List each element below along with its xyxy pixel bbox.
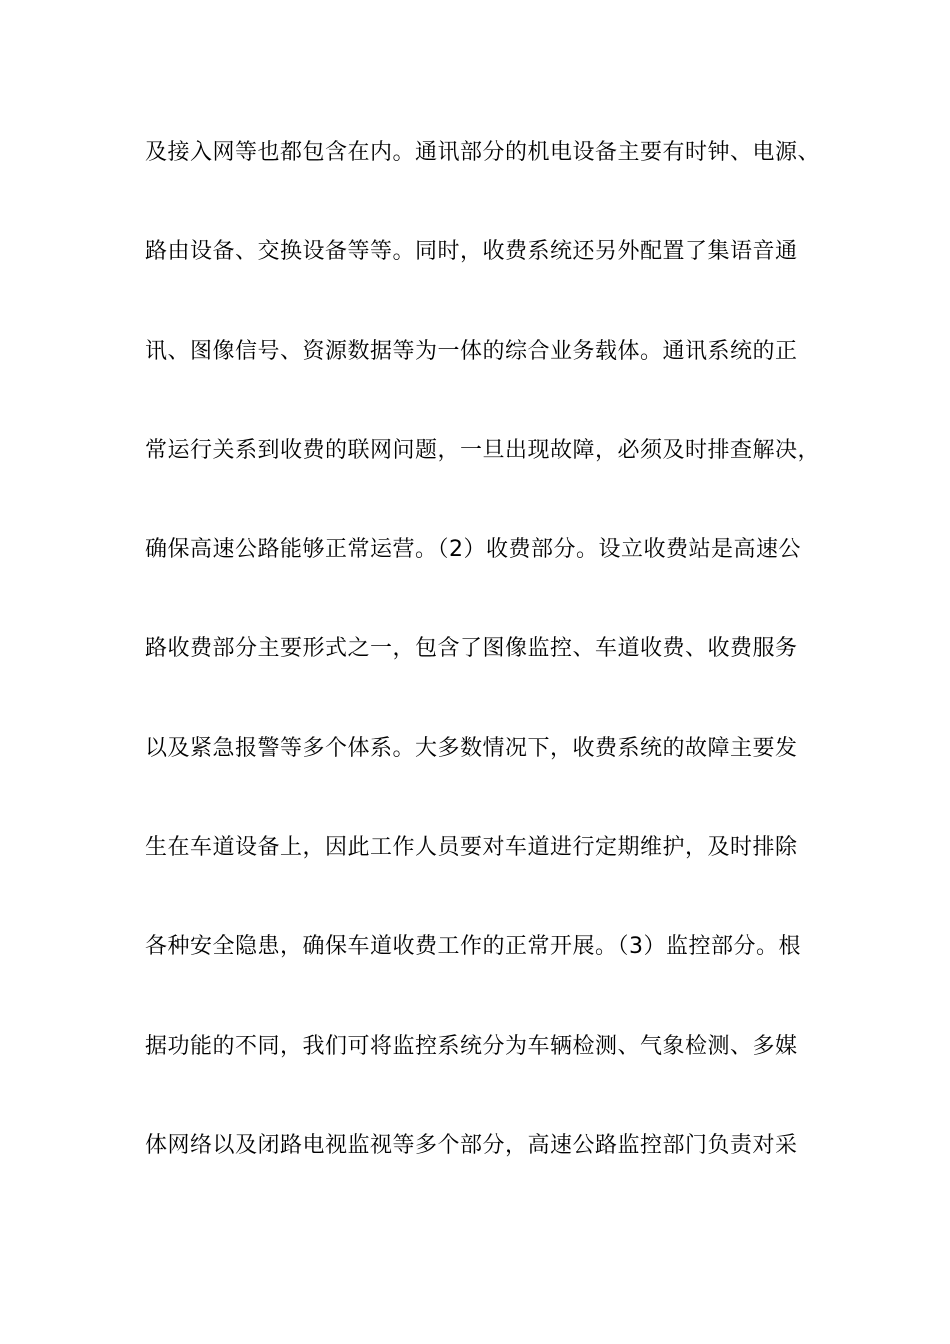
text-line: 各种安全隐患，确保车道收费工作的正常开展。（3）监控部分。根 — [145, 934, 801, 959]
text-line: 常运行关系到收费的联网问题，一旦出现故障，必须及时排查解决， — [145, 438, 821, 463]
text-line: 体网络以及闭路电视监视等多个部分，高速公路监控部门负责对采 — [145, 1133, 798, 1158]
text-line: 确保高速公路能够正常运营。（2）收费部分。设立收费站是高速公 — [145, 537, 801, 562]
text-line: 生在车道设备上，因此工作人员要对车道进行定期维护，及时排除 — [145, 835, 798, 860]
text-line: 及接入网等也都包含在内。通讯部分的机电设备主要有时钟、电源、 — [145, 140, 821, 165]
text-line: 以及紧急报警等多个体系。大多数情况下，收费系统的故障主要发 — [145, 736, 798, 761]
text-line: 路收费部分主要形式之一，包含了图像监控、车道收费、收费服务 — [145, 636, 798, 661]
text-line: 路由设备、交换设备等等。同时，收费系统还另外配置了集语音通 — [145, 239, 798, 264]
text-line: 讯、图像信号、资源数据等为一体的综合业务载体。通讯系统的正 — [145, 339, 798, 364]
text-line: 据功能的不同，我们可将监控系统分为车辆检测、气象检测、多媒 — [145, 1034, 798, 1059]
